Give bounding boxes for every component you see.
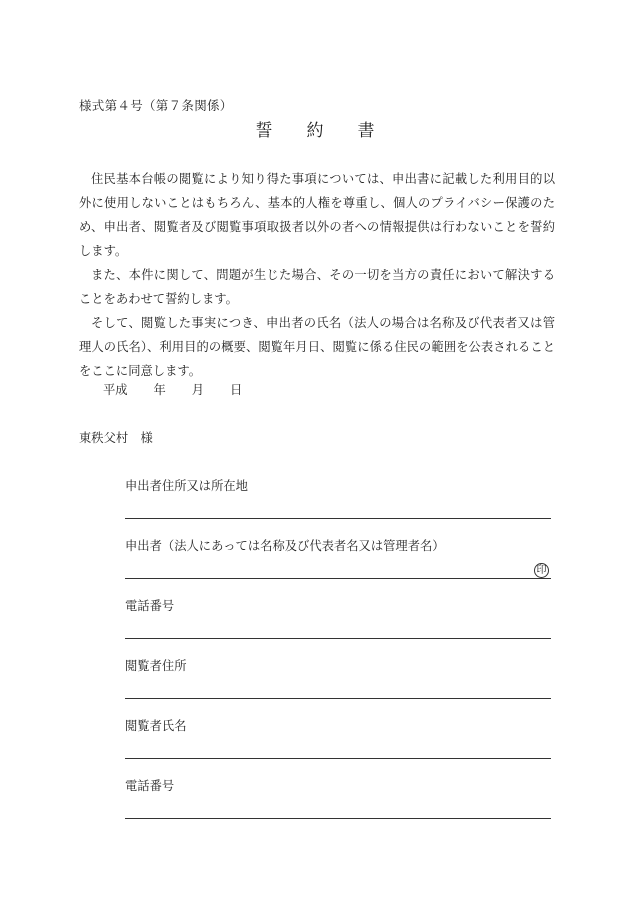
fill-in-line[interactable] [125, 638, 551, 639]
date-year: 年 [153, 383, 166, 397]
date-era: 平成 [103, 383, 128, 397]
title-char: 誓 [255, 121, 273, 141]
field-label: 電話番号 [125, 599, 175, 613]
seal-mark-icon: 印 [534, 563, 549, 578]
oath-body [79, 167, 555, 383]
fill-in-line[interactable] [125, 518, 551, 519]
date-month: 月 [191, 383, 205, 397]
field-label: 申出者住所又は所在地 [125, 479, 248, 493]
paragraph: そして、閲覧した事実につき、申出者の氏名（法人の場合は名称及び代表者又は管理人の氏名）、利用目的の概要、閲覧年月日、閲覧に係る住民の範囲を公表されることをここに同意します。 [79, 316, 555, 378]
field-label: 閲覧者住所 [125, 659, 187, 673]
document-title [0, 116, 630, 141]
addressee: 東秩父村 様 [79, 431, 153, 445]
title-char: 約 [306, 121, 324, 141]
paragraph: また、本件に関して、問題が生じた場合、その一切を当方の責任において解決することをあわせて誓約します。 [79, 268, 555, 306]
paragraph: 住民基本台帳の閲覧により知り得た事項については、申出書に記載した利用目的以外に使用しないことはもちろん、基本的人権を尊重し、個人のプライバシー保護のため、申出者、閲覧者及び閲覧事項取扱者以外の者への情報提供は行わないことを誓約します。 [79, 172, 555, 258]
date-line [103, 380, 264, 398]
date-day: 日 [230, 383, 243, 397]
form-number: 様式第４号（第７条関係） [79, 98, 233, 113]
title-char: 書 [357, 121, 375, 141]
field-label: 電話番号 [125, 779, 175, 793]
fill-in-line[interactable] [125, 818, 551, 819]
fill-in-line[interactable] [125, 698, 551, 699]
fill-in-line[interactable] [125, 578, 551, 579]
field-label: 申出者（法人にあっては名称及び代表者名又は管理者名） [125, 539, 445, 553]
fill-in-line[interactable] [125, 758, 551, 759]
field-label: 閲覧者氏名 [125, 719, 187, 733]
